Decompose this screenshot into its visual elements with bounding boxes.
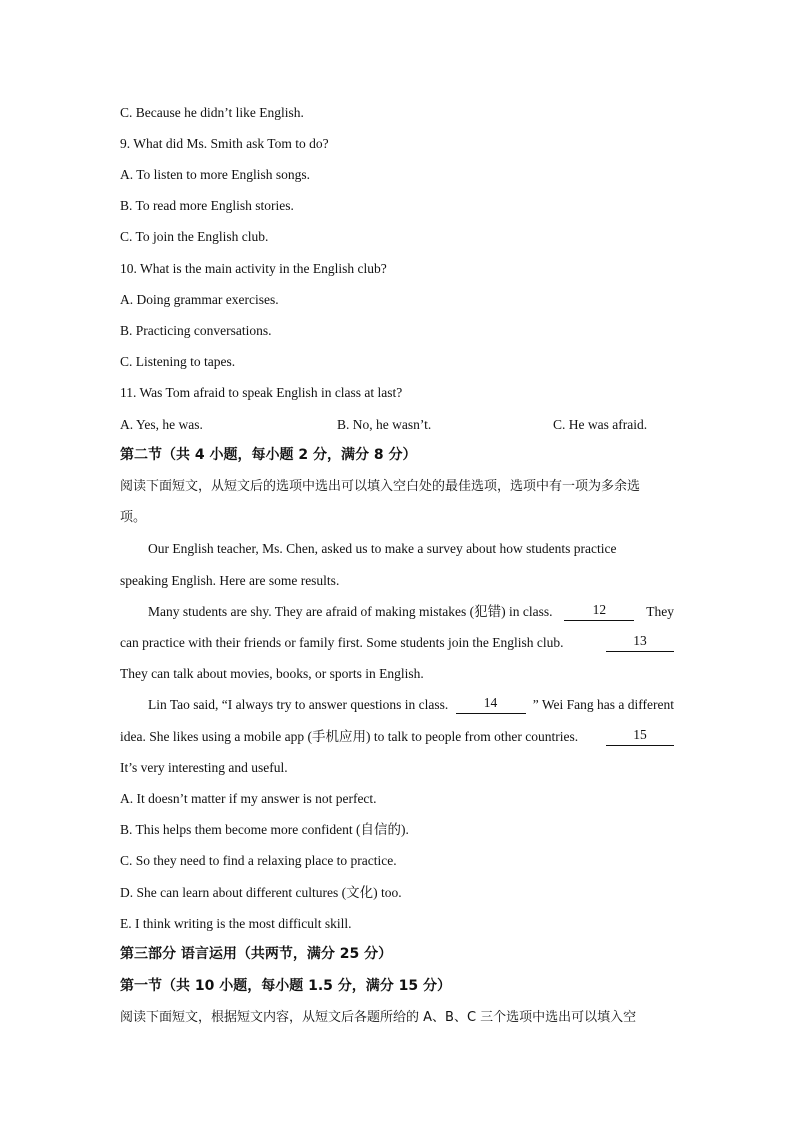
passage-p3-line1-end: ” Wei Fang has a different: [532, 697, 674, 712]
q11-option-b: B. No, he wasn’t.: [337, 417, 432, 432]
q9-option-b: B. To read more English stories.: [120, 198, 294, 213]
passage-p2-line2-text: can practice with their friends or family first. Some students join the English club.: [120, 635, 564, 650]
section2-instruction-1: 阅读下面短文，从短文后的选项中选出可以填入空白处的最佳选项，选项中有一项为多余选: [120, 479, 641, 494]
q11-question: 11. Was Tom afraid to speak English in class at last?: [120, 385, 403, 400]
blank-13: 13: [606, 634, 674, 652]
section2-option-a: A. It doesn’t matter if my answer is not perfect.: [120, 791, 377, 806]
q9-question: 9. What did Ms. Smith ask Tom to do?: [120, 136, 329, 151]
section2-heading: 第二节（共 4 小题，每小题 2 分，满分 8 分）: [120, 447, 417, 463]
part3-section1-heading: 第一节（共 10 小题，每小题 1.5 分，满分 15 分）: [120, 978, 452, 994]
section2-option-c: C. So they need to find a relaxing place to practice.: [120, 853, 397, 868]
passage-p3-line1: [148, 696, 674, 714]
blank-12: 12: [564, 603, 634, 621]
passage-p2-line1-end: They: [646, 604, 674, 619]
section2-option-d: D. She can learn about different cultures (文化) too.: [120, 885, 402, 900]
passage-p1-line1: [148, 540, 674, 558]
q8-option-c: C. Because he didn’t like English.: [120, 105, 304, 120]
part3-instruction: 阅读下面短文，根据短文内容，从短文后各题所给的 A、B、C 三个选项中选出可以填入空: [120, 1010, 637, 1025]
q10-option-b: B. Practicing conversations.: [120, 323, 272, 338]
passage-p3-line1-text: Lin Tao said, “I always try to answer questions in class.: [148, 697, 449, 712]
q9-option-a: A. To listen to more English songs.: [120, 167, 311, 182]
q9-option-c: C. To join the English club.: [120, 229, 269, 244]
passage-p1-line1-text: Our English teacher, Ms. Chen, asked us to make a survey about how students practice: [148, 541, 617, 556]
q10-question: 10. What is the main activity in the English club?: [120, 261, 387, 276]
section2-instruction-2: 项。: [120, 510, 147, 525]
q10-option-a: A. Doing grammar exercises.: [120, 292, 279, 307]
passage-p2-line3: They can talk about movies, books, or sports in English.: [120, 666, 424, 681]
q10-option-c: C. Listening to tapes.: [120, 354, 236, 369]
blank-14: 14: [456, 696, 526, 714]
section2-option-e: E. I think writing is the most difficult skill.: [120, 916, 352, 931]
part3-heading: 第三部分 语言运用（共两节，满分 25 分）: [120, 946, 393, 962]
q11-option-a: A. Yes, he was.: [120, 417, 203, 432]
blank-15: 15: [606, 728, 674, 746]
q11-option-c: C. He was afraid.: [553, 417, 648, 432]
q11-options: [120, 416, 680, 434]
passage-p3-line2: [120, 728, 674, 746]
passage-p2-line1: [148, 603, 674, 621]
passage-p2-line2: [120, 634, 674, 652]
passage-p1-line2: speaking English. Here are some results.: [120, 573, 340, 588]
passage-p2-line1-text: Many students are shy. They are afraid of making mistakes (犯错) in class.: [148, 604, 553, 619]
passage-p3-line3: It’s very interesting and useful.: [120, 760, 288, 775]
passage-p3-line2-text: idea. She likes using a mobile app (手机应用) to talk to people from other countries.: [120, 729, 579, 744]
section2-option-b: B. This helps them become more confident (自信的).: [120, 822, 409, 837]
